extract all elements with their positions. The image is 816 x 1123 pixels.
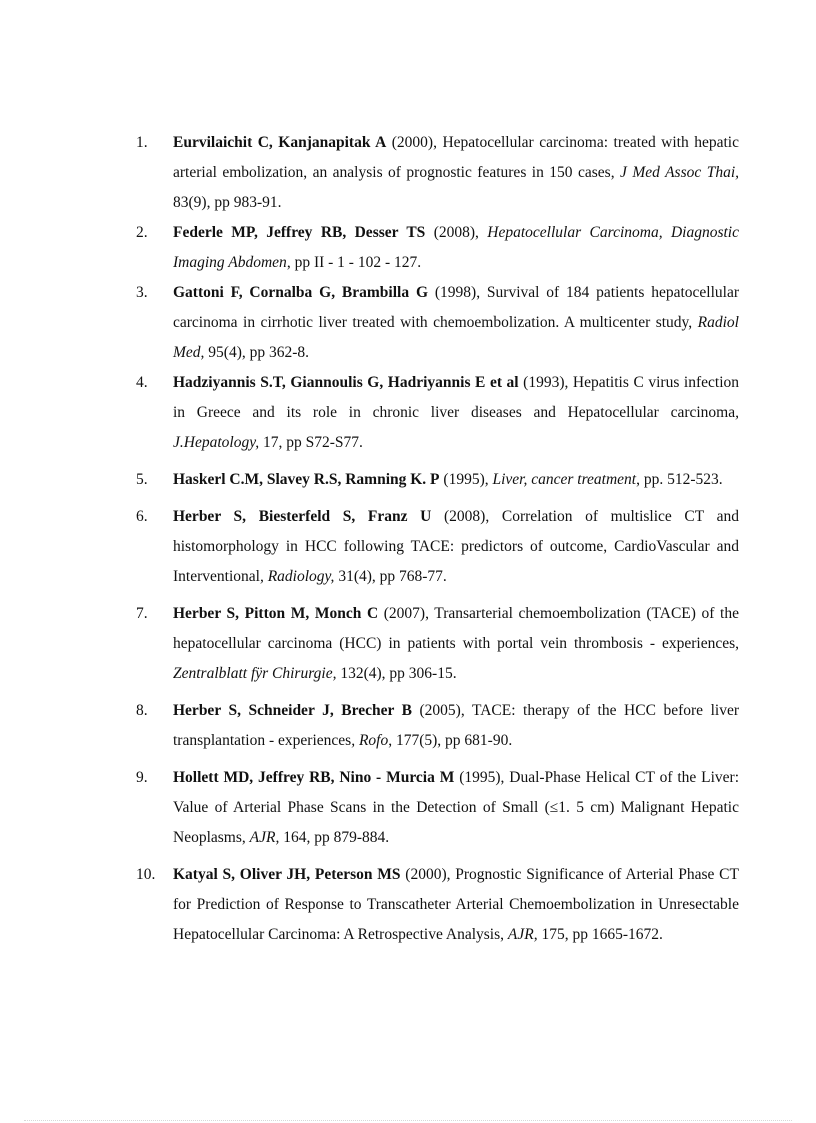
reference-list <box>136 128 739 950</box>
reference-journal: J Med Assoc Thai, <box>620 164 740 181</box>
reference-item <box>136 218 739 278</box>
reference-authors: Herber S, Biesterfeld S, Franz U <box>173 508 432 525</box>
reference-authors: Eurvilaichit C, Kanjanapitak A <box>173 134 387 151</box>
reference-journal: Zentralblatt fÿr Chirurgie, <box>173 665 337 682</box>
reference-authors: Katyal S, Oliver JH, Peterson MS <box>173 866 401 883</box>
reference-item <box>136 696 739 756</box>
reference-item <box>136 502 739 592</box>
reference-number: 8. <box>136 702 148 719</box>
reference-text: (2000), Hepatocellular carcinoma: treated with hepatic arterial embolization, an analysis of prognostic features in 150 cases, <box>173 134 739 181</box>
reference-number: 4. <box>136 374 148 391</box>
reference-authors: Gattoni F, Cornalba G, Brambilla G <box>173 284 429 301</box>
reference-citation: 17, pp S72-S77. <box>259 434 363 451</box>
reference-number: 10. <box>136 866 156 883</box>
reference-journal: Hepatocellular Carcinoma, Diagnostic Imaging Abdomen <box>173 224 739 271</box>
reference-authors: Herber S, Schneider J, Brecher B <box>173 702 412 719</box>
reference-citation: 31(4), pp 768-77. <box>334 568 447 585</box>
reference-text: (1998), Survival of 184 patients hepatocellular carcinoma in cirrhotic liver treated with chemoembolization. A multicenter study, <box>173 284 739 331</box>
reference-citation: , pp II - 1 - 102 - 127. <box>286 254 422 271</box>
page-divider <box>24 1120 792 1121</box>
reference-authors: Federle MP, Jeffrey RB, Desser TS <box>173 224 426 241</box>
reference-journal: Liver, cancer treatment <box>492 471 637 488</box>
reference-citation: , pp. 512-523. <box>636 471 723 488</box>
reference-authors: Hollett MD, Jeffrey RB, Nino - Murcia M <box>173 769 455 786</box>
reference-text: (2007), Transarterial chemoembolization (TACE) of the hepatocellular carcinoma (HCC) in patients with portal vein thrombosis - experiences, <box>173 605 739 652</box>
reference-citation: 175, pp 1665-1672. <box>537 926 663 943</box>
reference-text: (1993), Hepatitis C virus infection in Greece and its role in chronic liver diseases and Hepatocellular carcinoma <box>173 374 739 421</box>
reference-number: 5. <box>136 471 148 488</box>
reference-journal: , Radiology, <box>259 568 335 585</box>
reference-citation: , 177(5), pp 681-90. <box>388 732 513 749</box>
reference-item <box>136 599 739 689</box>
reference-journal: , Rofo <box>351 732 389 749</box>
reference-number: 3. <box>136 284 148 301</box>
reference-item <box>136 128 739 218</box>
reference-journal: AJR, <box>249 829 280 846</box>
reference-number: 1. <box>136 134 148 151</box>
reference-journal: , J.Hepatology, <box>173 404 739 451</box>
reference-journal: AJR, <box>507 926 538 943</box>
reference-text: (2005), TACE: therapy of the HCC before liver transplantation - experiences <box>173 702 739 749</box>
reference-item <box>136 860 739 950</box>
reference-item <box>136 278 739 368</box>
reference-item <box>136 763 739 853</box>
reference-text: (1995), <box>439 471 493 488</box>
reference-citation: 95(4), pp 362-8. <box>204 344 310 361</box>
reference-authors: Herber S, Pitton M, Monch C <box>173 605 379 622</box>
reference-number: 2. <box>136 224 148 241</box>
reference-citation: 164, pp 879-884. <box>279 829 390 846</box>
reference-authors: Hadziyannis S.T, Giannoulis G, Hadriyannis E et al <box>173 374 519 391</box>
reference-citation: 132(4), pp 306-15. <box>336 665 457 682</box>
reference-item <box>136 368 739 458</box>
reference-number: 6. <box>136 508 148 525</box>
reference-authors: Haskerl C.M, Slavey R.S, Ramning K. P <box>173 471 440 488</box>
reference-text: (2008), Correlation of multislice CT and histomorphology in HCC following TACE: predictors of outcome, CardioVascular and Interventional <box>173 508 739 585</box>
reference-citation: 83(9), pp 983-91. <box>173 194 282 211</box>
reference-text: (1995), Dual-Phase Helical CT of the Liver: Value of Arterial Phase Scans in the Detection of Small (≤1. 5 cm) Malignant Hepatic Neoplasms, <box>173 769 740 846</box>
reference-text: (2000), Prognostic Significance of Arterial Phase CT for Prediction of Response to Transcatheter Arterial Chemoembolization in Unresectable Hepatocellular Carcinoma: A Retrospective Analysis, <box>173 866 739 943</box>
reference-text: (2008), <box>425 224 488 241</box>
reference-number: 9. <box>136 769 148 786</box>
reference-journal: Radiol Med, <box>173 314 739 361</box>
reference-number: 7. <box>136 605 148 622</box>
reference-item <box>136 465 739 495</box>
